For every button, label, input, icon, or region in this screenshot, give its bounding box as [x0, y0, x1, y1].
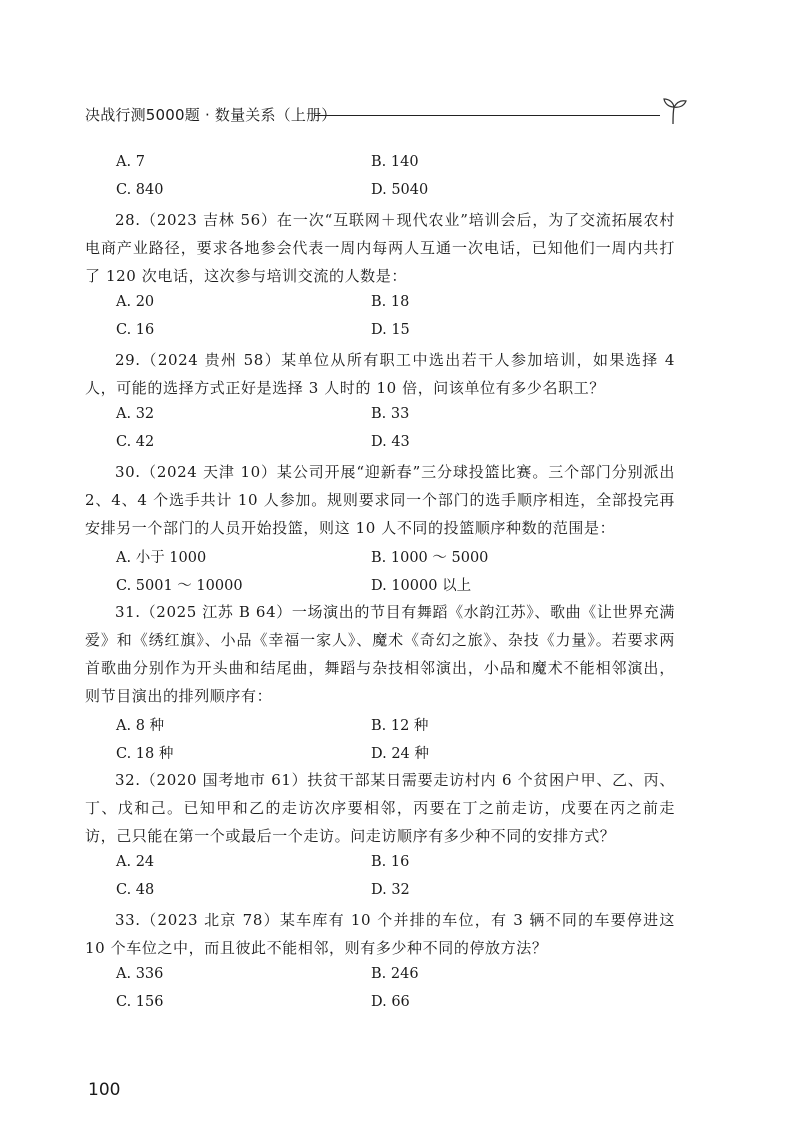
option-c: C. 16: [116, 322, 155, 338]
option-d: D. 66: [371, 994, 410, 1010]
options-row: [85, 962, 675, 990]
option-a: A. 336: [116, 966, 164, 982]
question-28-text: 28.（2023 吉林 56）在一次“互联网＋现代农业”培训会后，为了交流拓展农村电商产业路径，要求各地参会代表一周内每两人互通一次电话，已知他们一周内共打了 120 次电话，这次参与培训交流的人数是：: [85, 211, 675, 285]
option-b: B. 33: [371, 406, 410, 422]
option-d: D. 5040: [371, 182, 429, 198]
option-a: A. 32: [116, 406, 155, 422]
running-header: [85, 104, 675, 134]
options-row: [85, 570, 675, 598]
option-b: B. 16: [371, 854, 410, 870]
question-list: [85, 150, 675, 1018]
option-c: C. 5001 ～ 10000: [116, 578, 243, 594]
option-d: D. 32: [371, 882, 410, 898]
options-row: [85, 178, 675, 206]
option-b: B. 12 种: [371, 718, 429, 734]
option-d: D. 43: [371, 434, 410, 450]
option-a: A. 小于 1000: [116, 550, 207, 566]
option-a: A. 20: [116, 294, 155, 310]
option-b: B. 140: [371, 154, 419, 170]
question-32-text: 32.（2020 国考地市 61）扶贫干部某日需要走访村内 6 个贫困户甲、乙、丙、丁、戊和己。已知甲和乙的走访次序要相邻，丙要在丁之前走访，戊要在丙之前走访，己只能在第一个或最后一个走访。问走访顺序有多少种不同的安排方式？: [85, 771, 675, 845]
options-row: [85, 402, 675, 430]
options-row: [85, 150, 675, 178]
options-row: [85, 318, 675, 346]
option-c: C. 42: [116, 434, 155, 450]
option-c: C. 840: [116, 182, 164, 198]
sprout-icon: [657, 94, 689, 126]
option-a: A. 8 种: [116, 718, 165, 734]
option-b: B. 246: [371, 966, 419, 982]
options-row: [85, 710, 675, 738]
question-33-text: 33.（2023 北京 78）某车库有 10 个并排的车位，有 3 辆不同的车要停进这 10 个车位之中，而且彼此不能相邻，则有多少种不同的停放方法？: [85, 911, 675, 957]
question-30-text: 30.（2024 天津 10）某公司开展“迎新春”三分球投篮比赛。三个部门分别派出 2、4、4 个选手共计 10 人参加。规则要求同一个部门的选手顺序相连，全部投完再安排另一个部门的人员开始投篮，则这 10 人不同的投篮顺序种数的范围是：: [85, 463, 675, 537]
option-a: A. 24: [116, 854, 155, 870]
question-29-text: 29.（2024 贵州 58）某单位从所有职工中选出若干人参加培训，如果选择 4 人，可能的选择方式正好是选择 3 人时的 10 倍，问该单位有多少名职工？: [85, 351, 675, 397]
option-b: B. 18: [371, 294, 410, 310]
header-rule: [315, 115, 660, 116]
option-c: C. 18 种: [116, 746, 174, 762]
question-31-text: 31.（2025 江苏 B 64）一场演出的节目有舞蹈《水韵江苏》、歌曲《让世界充满爱》和《绣红旗》、小品《幸福一家人》、魔术《奇幻之旅》、杂技《力量》。若要求两首歌曲分别作为开头曲和结尾曲，舞蹈与杂技相邻演出，小品和魔术不能相邻演出，则节目演出的排列顺序有：: [85, 603, 675, 705]
option-c: C. 48: [116, 882, 155, 898]
options-row: [85, 542, 675, 570]
options-row: [85, 738, 675, 766]
options-row: [85, 850, 675, 878]
page-number: 100: [88, 1080, 121, 1100]
option-c: C. 156: [116, 994, 164, 1010]
options-row: [85, 290, 675, 318]
options-row: [85, 990, 675, 1018]
header-title: 决战行测5000题 · 数量关系（上册）: [85, 106, 337, 124]
option-d: D. 15: [371, 322, 410, 338]
options-row: [85, 878, 675, 906]
option-b: B. 1000 ～ 5000: [371, 550, 489, 566]
option-d: D. 24 种: [371, 746, 429, 762]
option-d: D. 10000 以上: [371, 578, 472, 594]
options-row: [85, 430, 675, 458]
option-a: A. 7: [116, 154, 145, 170]
